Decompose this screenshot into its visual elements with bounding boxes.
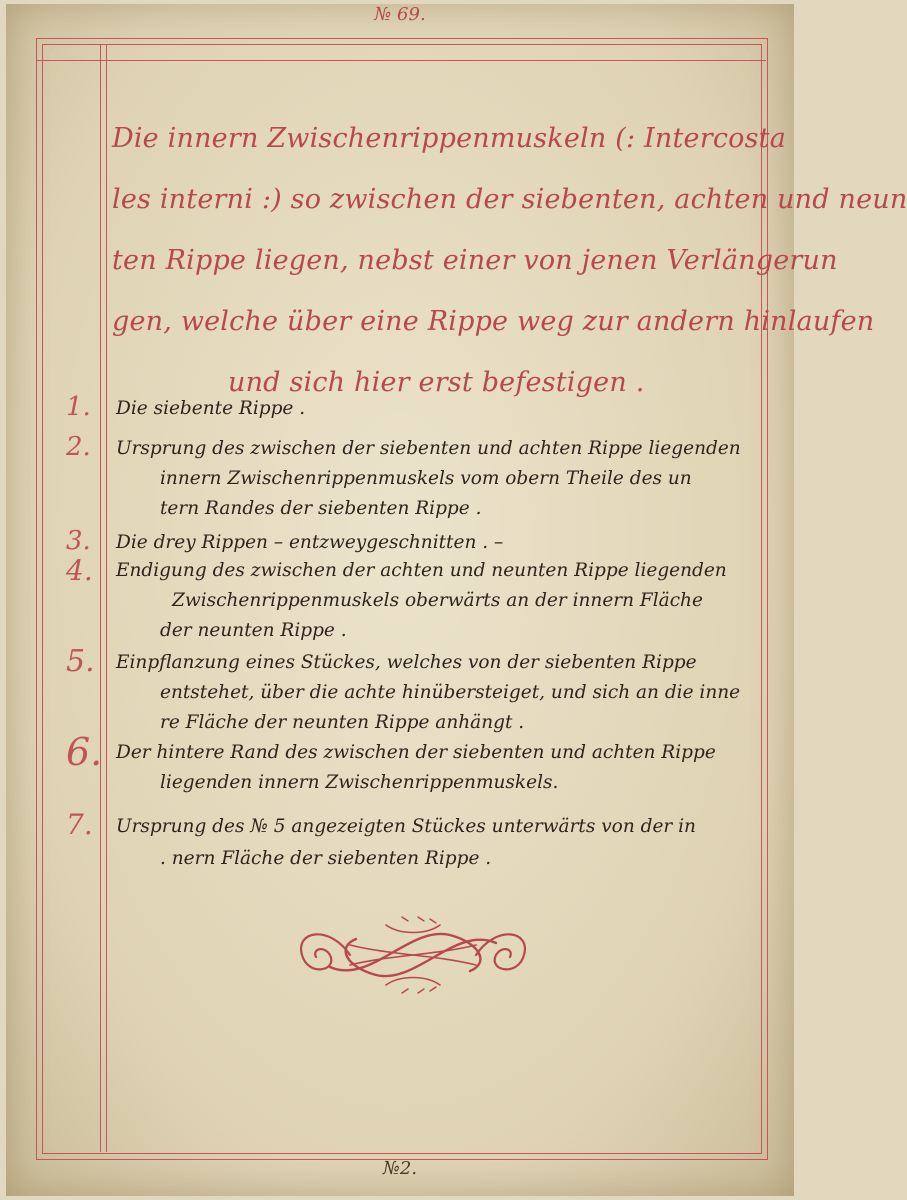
item-text: Ursprung des zwischen der siebenten und achten Rippe liegenden [116, 438, 741, 459]
title-line: Die innern Zwischenrippenmuskeln (: Intercosta [112, 123, 787, 154]
item-number: 7. [66, 808, 93, 841]
item-number: 3. [66, 526, 91, 556]
title-line: und sich hier erst befestigen . [228, 367, 645, 398]
item-text: Der hintere Rand des zwischen der siebenten und achten Rippe [116, 742, 716, 763]
item-number: 5. [66, 644, 95, 679]
left-margin-rule [100, 44, 101, 1152]
top-rule [36, 60, 766, 61]
plate-number: № 69. [374, 4, 426, 25]
left-margin-rule-2 [106, 44, 107, 1152]
item-number: 4. [66, 554, 93, 587]
item-number: 6. [66, 730, 103, 774]
item-text: Zwischenrippenmuskels oberwärts an der innern Fläche [172, 590, 703, 611]
item-text: Die drey Rippen – entzweygeschnitten . – [116, 532, 504, 553]
item-text: re Fläche der neunten Rippe anhängt . [160, 712, 525, 733]
item-text: Ursprung des № 5 angezeigten Stückes unterwärts von der in [116, 816, 696, 837]
item-text: der neunten Rippe . [160, 620, 347, 641]
item-text: entstehet, über die achte hinübersteiget, und sich an die inne [160, 682, 741, 703]
item-number: 1. [66, 392, 91, 422]
title-line: les interni :) so zwischen der siebenten, achten und neun [112, 184, 907, 215]
item-text: innern Zwischenrippenmuskels vom obern Theile des un [160, 468, 692, 489]
item-text: . nern Fläche der siebenten Rippe . [160, 848, 492, 869]
item-text: tern Randes der siebenten Rippe . [160, 498, 482, 519]
item-text: Endigung des zwischen der achten und neunten Rippe liegenden [116, 560, 727, 581]
title-line: ten Rippe liegen, nebst einer von jenen Verlängerun [112, 245, 838, 276]
page-title [112, 108, 907, 413]
item-text: Einpflanzung eines Stückes, welches von der siebenten Rippe [116, 652, 697, 673]
signature-mark: №2. [382, 1158, 418, 1179]
title-line: gen, welche über eine Rippe weg zur andern hinlaufen [112, 306, 875, 337]
item-number: 2. [66, 432, 91, 462]
item-text: Die siebente Rippe . [116, 398, 306, 419]
calligraphic-flourish [290, 905, 536, 1005]
item-text: liegenden innern Zwischenrippenmuskels. [160, 772, 559, 793]
